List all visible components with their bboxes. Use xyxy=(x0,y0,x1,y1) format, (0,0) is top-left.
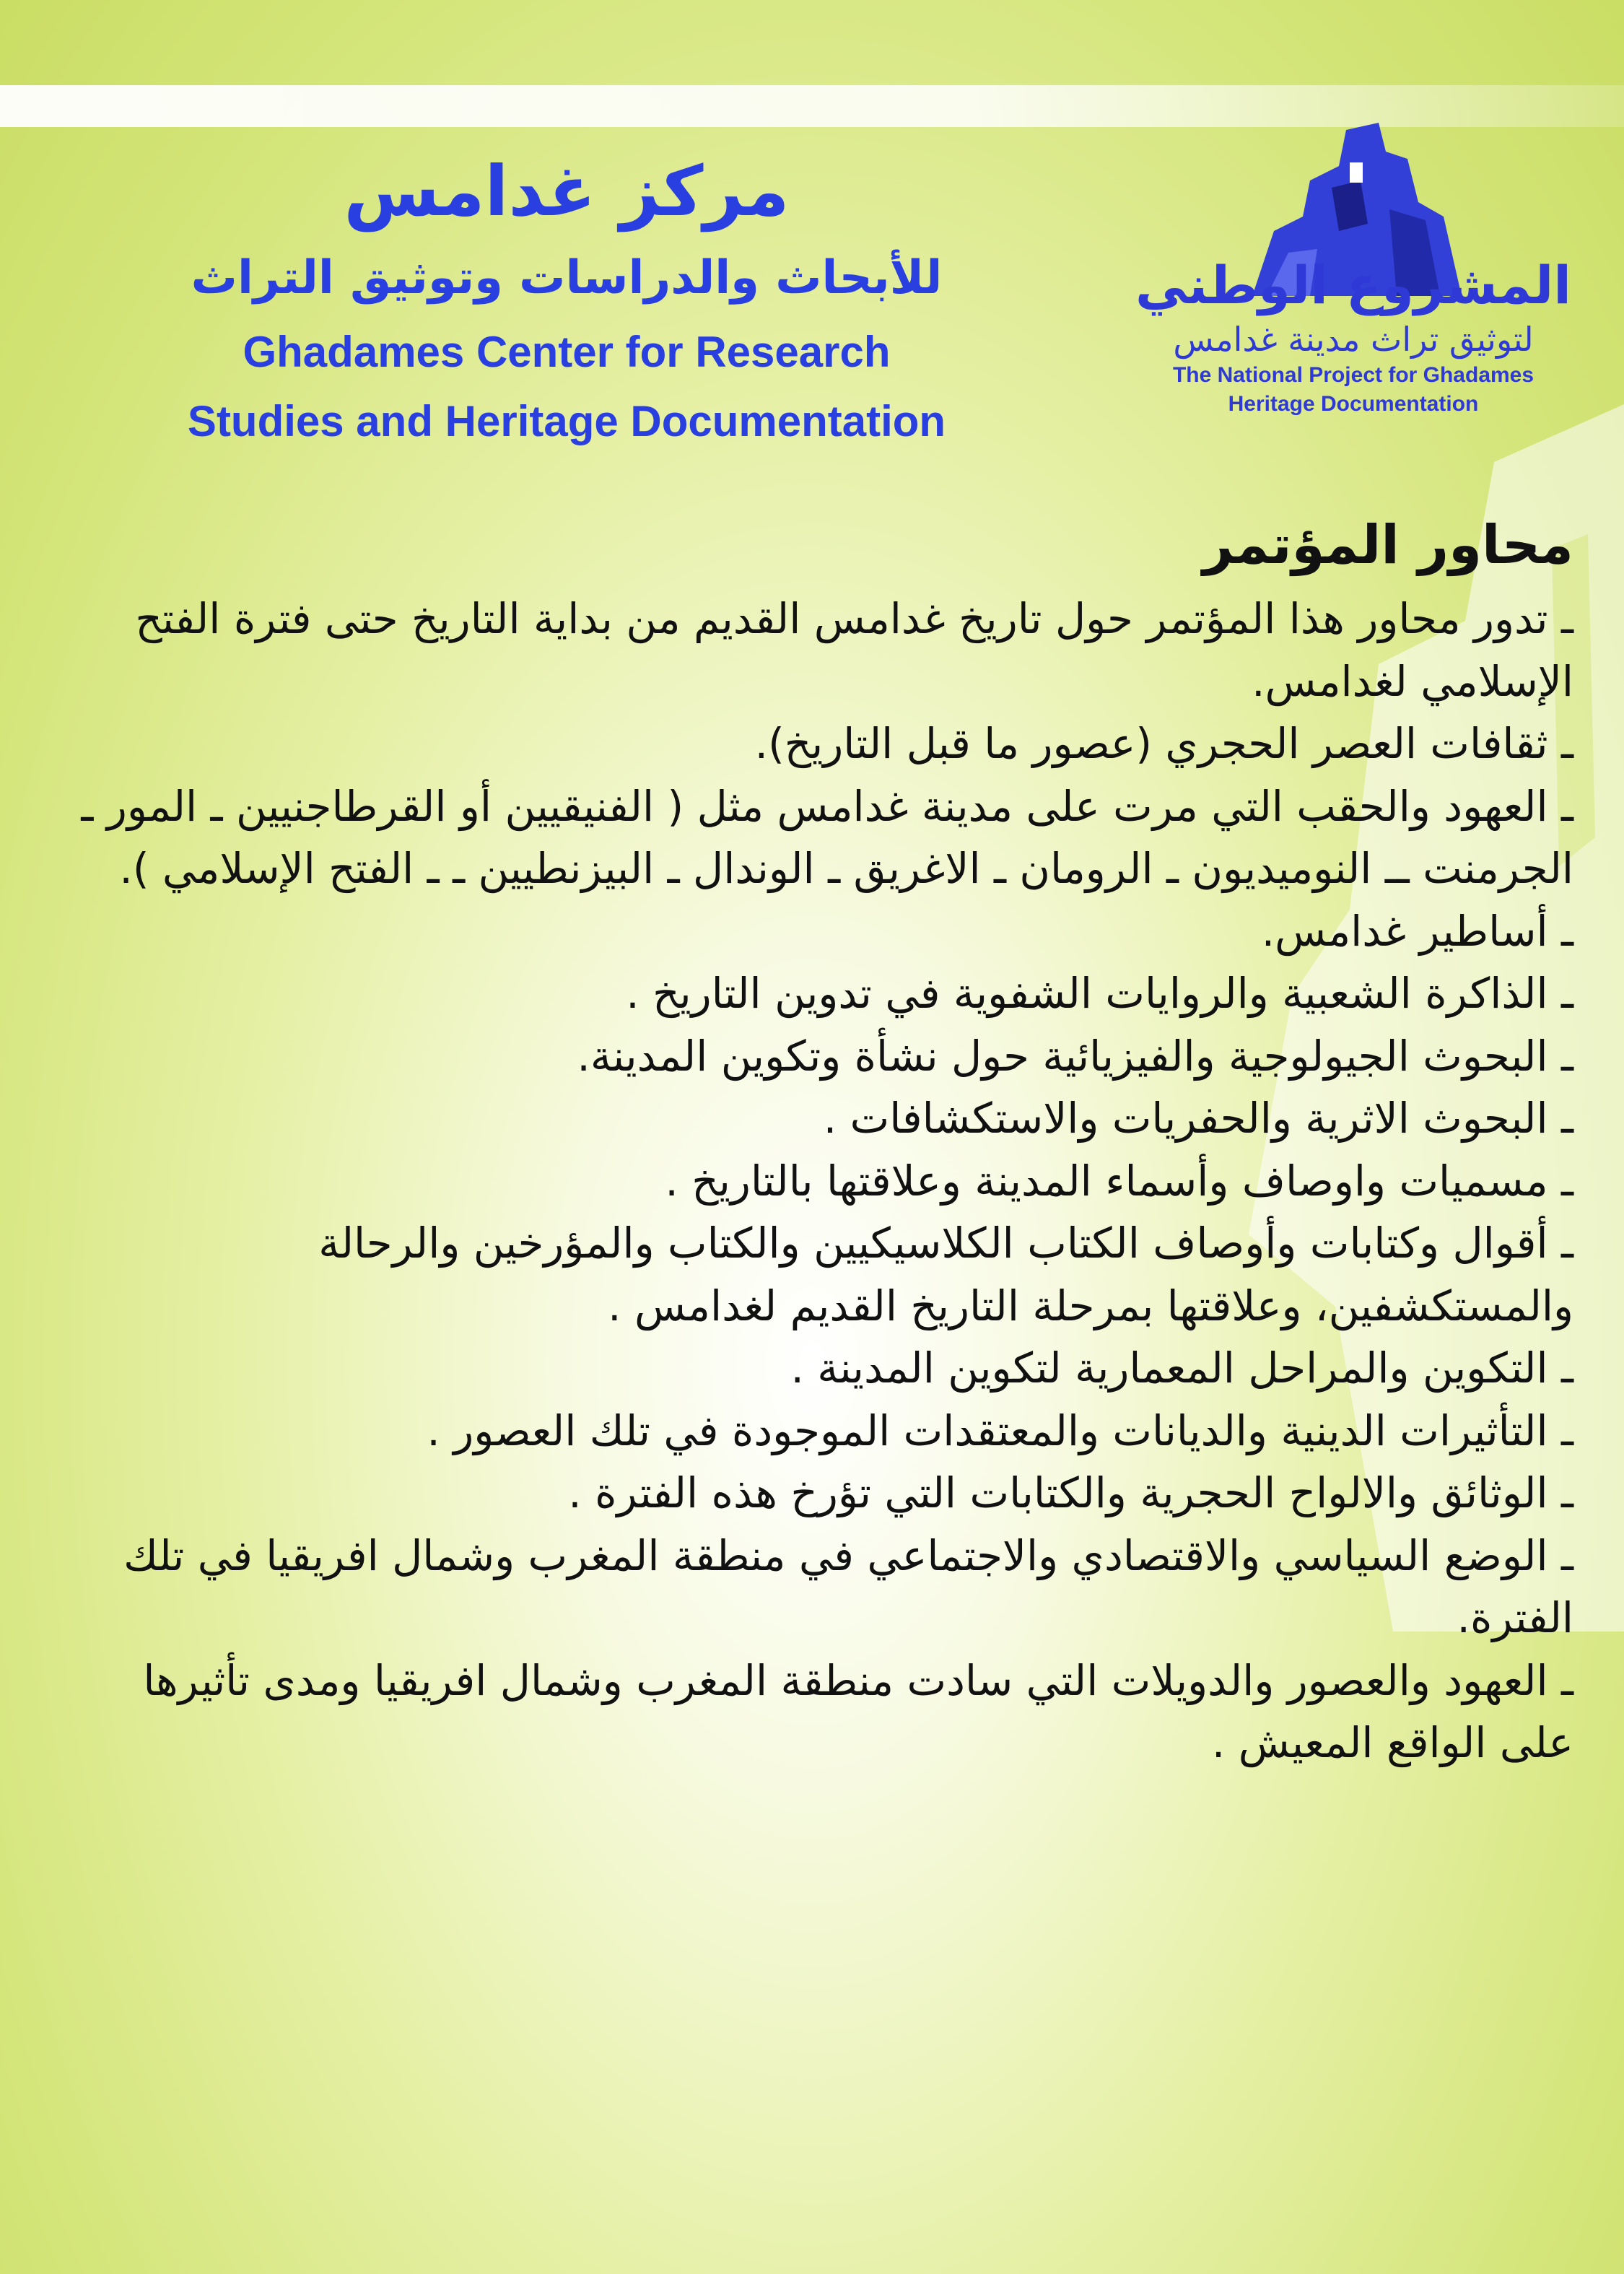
logo-subtitle-ar: لتوثيق تراث مدينة غدامس xyxy=(1173,320,1534,359)
axis-item: ـ مسميات واوصاف وأسماء المدينة وعلاقتها بالتاريخ . xyxy=(665,1156,1573,1206)
axis-item: ـ التأثيرات الدينية والديانات والمعتقدات الموجودة في تلك العصور . xyxy=(427,1406,1573,1455)
axis-item: ـ الوضع السياسي والاقتصادي والاجتماعي في منطقة المغرب وشمال افريقيا في تلك الفترة. xyxy=(123,1530,1573,1642)
conference-axes xyxy=(65,505,1573,1774)
center-subtitle-ar: للأبحاث والدراسات وتوثيق التراث xyxy=(191,251,943,305)
axis-item: ـ الوثائق والالواح الحجرية والكتابات التي تؤرخ هذه الفترة . xyxy=(568,1468,1573,1517)
logo-name-en-line2: Heritage Documentation xyxy=(1228,392,1479,416)
axis-item: ـ أساطير غدامس. xyxy=(1261,906,1573,956)
center-title-ar: مركز غدامس xyxy=(344,151,790,232)
section-title: محاور المؤتمر xyxy=(1202,514,1573,576)
logo-name-en-line1: The National Project for Ghadames xyxy=(1172,363,1534,387)
axis-item: ـ التكوين والمراحل المعمارية لتكوين المدينة . xyxy=(790,1343,1573,1393)
axis-item: ـ البحوث الاثرية والحفريات والاستكشافات . xyxy=(823,1094,1573,1143)
axis-item: ـ ثقافات العصر الحجري (عصور ما قبل التاريخ). xyxy=(754,719,1573,768)
header-light-strip xyxy=(0,85,1624,127)
axis-item: ـ تدور محاور هذا المؤتمر حول تاريخ غدامس القديم من بداية التاريخ حتى فترة الفتح الإسلامي لغدامس. xyxy=(135,594,1573,706)
axis-item: ـ العهود والعصور والدويلات التي سادت منطقة المغرب وشمال افريقيا ومدى تأثيرها على الواقع المعيش . xyxy=(143,1655,1573,1767)
center-title-en-line2: Studies and Heritage Documentation xyxy=(187,397,946,445)
axis-item: ـ الذاكرة الشعبية والروايات الشفوية في تدوين التاريخ . xyxy=(626,969,1573,1018)
center-header xyxy=(101,144,1032,456)
axis-item: ـ البحوث الجيولوجية والفيزيائية حول نشأة وتكوين المدينة. xyxy=(577,1031,1573,1081)
national-project-logo xyxy=(1126,123,1581,440)
center-title-en-line1: Ghadames Center for Research xyxy=(243,328,891,376)
axes-list xyxy=(65,588,1573,1774)
axis-item: ـ العهود والحقب التي مرت على مدينة غدامس مثل ( الفنيقيين أو القرطاجنيين ـ المور ـ الجرمنت ــ النوميديون ـ الرومان ـ الاغريق ـ الوندال ـ البيزنطيين ـ ـ الفتح الإسلامي ). xyxy=(81,781,1573,893)
logo-name-ar: المشروع الوطني xyxy=(1135,255,1571,315)
axis-item: ـ أقوال وكتابات وأوصاف الكتاب الكلاسيكيين والكتاب والمؤرخين والرحالة والمستكشفين، وعلاقتها بمرحلة التاريخ القديم لغدامس . xyxy=(318,1219,1573,1330)
